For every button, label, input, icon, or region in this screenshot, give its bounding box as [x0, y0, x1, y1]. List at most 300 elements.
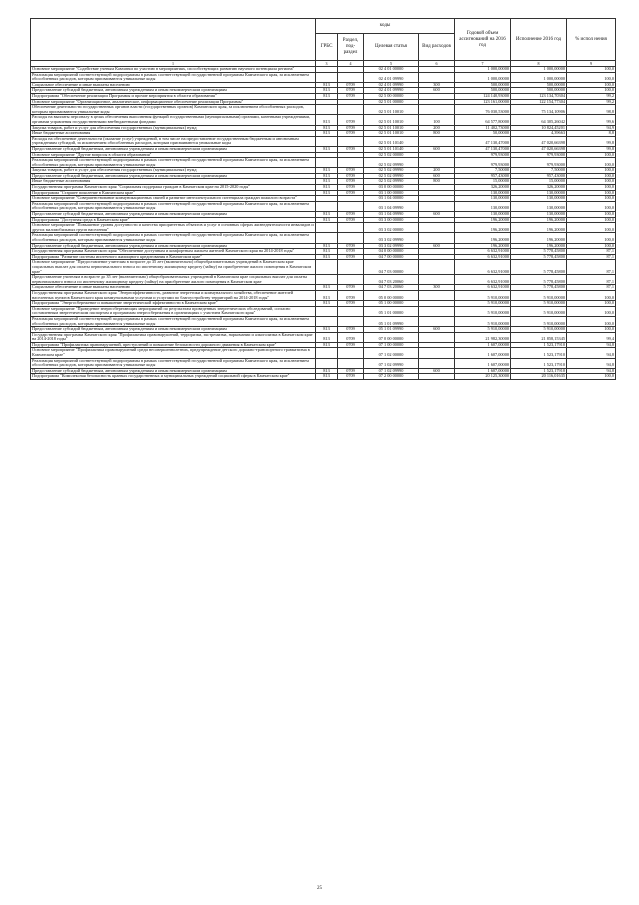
header-exptype: Вид расходов: [419, 34, 455, 61]
row-grbs-cell: 813: [316, 190, 338, 196]
row-section-cell: 0709: [338, 249, 364, 255]
row-grbs-cell: [316, 348, 338, 358]
row-section-cell: 0709: [338, 212, 364, 218]
row-annual-cell: 500,00000: [455, 82, 511, 88]
row-pct-cell: 100,0: [567, 173, 616, 179]
row-target-cell: 02 5 02 09990: [364, 173, 419, 179]
row-section-cell: 0709: [338, 374, 364, 380]
row-name-cell: Реализация мероприятий соответствующей подпрограммы в рамках соответствующей государственной программы Камчатского края, за исключением обособленных расходов, которым присваиваются уникальные коды: [31, 316, 316, 326]
row-target-cell: 02 5 01 10010: [364, 125, 419, 131]
row-grbs-cell: 813: [316, 168, 338, 174]
row-pct-cell: 100,0: [567, 290, 616, 300]
row-grbs-cell: 813: [316, 185, 338, 191]
row-grbs-cell: [316, 201, 338, 211]
row-exec-cell: 5 910,00000: [511, 290, 567, 300]
row-pct-cell: 87,1: [567, 260, 616, 275]
row-annual-cell: 6 632,91000: [455, 285, 511, 291]
row-pct-cell: 100,0: [567, 327, 616, 333]
row-grbs-cell: [316, 306, 338, 316]
row-pct-cell: 87,1: [567, 285, 616, 291]
row-target-cell: 07 1 02 00000: [364, 348, 419, 358]
row-pct-cell: 100,0: [567, 316, 616, 326]
row-grbs-cell: 813: [316, 285, 338, 291]
row-grbs-cell: [316, 358, 338, 368]
row-name-cell: Основное мероприятие "Повышение уровня доступности и качества приоритетных объектов и услуг в основных сферах жизнедеятельности инвалидов и других маломобильных групп населения": [32, 222, 314, 232]
row-exec-cell: 47 020,66398: [511, 136, 567, 146]
row-annual-cell: 196,20000: [455, 243, 511, 249]
row-pct-cell: 94,8: [567, 348, 616, 358]
row-grbs-cell: 813: [316, 82, 338, 88]
row-grbs-cell: [316, 223, 338, 233]
row-exptype-cell: [419, 72, 455, 82]
row-section-cell: 0709: [338, 285, 364, 291]
row-exec-cell: 7,50000: [511, 168, 567, 174]
row-section-cell: 0709: [338, 179, 364, 185]
row-exptype-cell: 600: [419, 327, 455, 333]
row-target-cell: 03 1 00 00000: [364, 190, 419, 196]
row-annual-cell: 5 910,00000: [455, 290, 511, 300]
row-section-cell: [338, 358, 364, 368]
row-exec-cell: 4,39663: [511, 131, 567, 137]
row-section-cell: 0709: [338, 254, 364, 260]
row-exec-cell: 47 020,66398: [511, 146, 567, 152]
row-annual-cell: 196,20000: [455, 217, 511, 223]
col-index: 9: [567, 61, 616, 67]
row-target-cell: 05 0 00 00000: [364, 290, 419, 300]
row-exptype-cell: 200: [419, 168, 455, 174]
row-grbs-cell: [316, 72, 338, 82]
row-section-cell: 0709: [338, 82, 364, 88]
row-pct-cell: 8,8: [567, 131, 616, 137]
row-grbs-cell: 813: [316, 243, 338, 249]
row-target-cell: 03 3 02 00000: [364, 223, 419, 233]
row-name-cell: Основное мероприятие "Совершенствование коммуникационных связей и развитие интеллектуального потенциала граждан пожилого возраста": [31, 196, 316, 202]
row-pct-cell: 100,0: [567, 301, 616, 307]
row-target-cell: 02 5 02 09990: [364, 179, 419, 185]
row-annual-cell: 1 000,00000: [455, 72, 511, 82]
row-exptype-cell: 600: [419, 146, 455, 152]
row-target-cell: 02 5 02 09990: [364, 168, 419, 174]
table-row: [31, 316, 616, 326]
row-pct-cell: 100,0: [567, 88, 616, 94]
row-exptype-cell: [419, 332, 455, 342]
table-row: [31, 201, 616, 211]
row-target-cell: 07 0 00 00000: [364, 332, 419, 342]
row-annual-cell: 130,00000: [455, 190, 511, 196]
row-annual-cell: 130,00000: [455, 201, 511, 211]
row-pct-cell: 100,0: [567, 201, 616, 211]
row-name-cell: Закупка товаров, работ и услуг для обеспечения государственных (муниципальных) нужд: [31, 125, 316, 131]
row-pct-cell: 99,4: [567, 332, 616, 342]
row-target-cell: 07 1 00 00000: [364, 342, 419, 348]
row-name-cell: Расходы на выплаты персоналу в целях обеспечения выполнения функций государственными (муниципальными) органами, казенными учреждениями, органами управления государственными внебюджетными фондами: [31, 115, 316, 125]
table-row: [31, 348, 616, 358]
row-pct-cell: 99,8: [567, 146, 616, 152]
table-row: [31, 290, 616, 300]
row-exec-cell: 5 910,00000: [511, 306, 567, 316]
row-section-cell: 0709: [338, 146, 364, 152]
row-annual-cell: 20 125,30000: [455, 374, 511, 380]
row-section-cell: 0709: [338, 217, 364, 223]
row-annual-cell: 50,00000: [455, 131, 511, 137]
row-annual-cell: 130,00000: [455, 212, 511, 218]
row-exptype-cell: 600: [419, 88, 455, 94]
row-name-cell: Предоставление субсидий бюджетным, автономным учреждениям и иным некоммерческим организациям: [31, 146, 316, 152]
row-pct-cell: 98,8: [567, 105, 616, 115]
row-exec-cell: 130,00000: [511, 212, 567, 218]
row-name-cell: Реализация мероприятий соответствующей подпрограммы в рамках соответствующей государственной программы Камчатского края, за исключением обособленных расходов, которым присваиваются уникальные коды: [31, 158, 316, 168]
row-name-cell: Иные бюджетные ассигнования: [31, 131, 316, 137]
row-exptype-cell: [419, 358, 455, 368]
row-exptype-cell: [419, 136, 455, 146]
header-target: Целевая статья: [364, 34, 419, 61]
row-name-cell: Реализация мероприятий соответствующей подпрограммы в рамках соответствующей государственной программы Камчатского края, за исключением обособленных расходов, которым присваиваются уникальные коды: [31, 233, 316, 243]
row-section-cell: 0709: [338, 342, 364, 348]
row-section-cell: 0709: [338, 368, 364, 374]
header-pct: % испол нения: [567, 19, 616, 61]
table-row: [31, 223, 616, 233]
row-target-cell: 02 5 01 00000: [364, 99, 419, 105]
row-exec-cell: 1 523,17910: [511, 368, 567, 374]
row-annual-cell: 47 130,47000: [455, 146, 511, 152]
row-grbs-cell: 813: [316, 249, 338, 255]
row-grbs-cell: 813: [316, 217, 338, 223]
row-pct-cell: 99,8: [567, 136, 616, 146]
row-annual-cell: 1 000,00000: [455, 67, 511, 73]
budget-table: [30, 18, 616, 380]
row-exec-cell: 5 778,45800: [511, 249, 567, 255]
row-annual-cell: 5 910,00000: [455, 316, 511, 326]
row-section-cell: 0709: [338, 125, 364, 131]
table-row: [31, 233, 616, 243]
table-row: [31, 332, 616, 342]
row-grbs-cell: 813: [316, 254, 338, 260]
row-pct-cell: 100,0: [567, 196, 616, 202]
row-section-cell: 0709: [338, 243, 364, 249]
col-index: 8: [511, 61, 567, 67]
row-exec-cell: 326,20000: [511, 185, 567, 191]
row-annual-cell: 6 632,91000: [455, 249, 511, 255]
row-grbs-cell: 813: [316, 131, 338, 137]
row-exptype-cell: [419, 260, 455, 275]
row-exec-cell: 196,20000: [511, 243, 567, 249]
row-exec-cell: 500,00000: [511, 82, 567, 88]
row-grbs-cell: 813: [316, 179, 338, 185]
row-grbs-cell: 813: [316, 332, 338, 342]
row-grbs-cell: 813: [316, 93, 338, 99]
row-grbs-cell: 813: [316, 146, 338, 152]
row-grbs-cell: [316, 158, 338, 168]
row-section-cell: 0709: [338, 190, 364, 196]
row-exptype-cell: 600: [419, 243, 455, 249]
row-grbs-cell: [316, 260, 338, 275]
row-annual-cell: 5 910,00000: [455, 327, 511, 333]
row-annual-cell: 5 910,00000: [455, 301, 511, 307]
row-exptype-cell: [419, 223, 455, 233]
row-target-cell: 03 1 04 09990: [364, 212, 419, 218]
row-exptype-cell: 200: [419, 125, 455, 131]
page-number: 25: [317, 886, 322, 891]
row-name-cell: Социальное обеспечение и иные выплаты населению: [31, 285, 316, 291]
row-name-cell: Основное мероприятие "Профилактика правонарушений среди несовершеннолетних, предупреждение детского дорожно-транспортного травматизма в Камчатском крае": [31, 348, 316, 358]
row-section-cell: 0709: [338, 301, 364, 307]
row-pct-cell: 99,6: [567, 115, 616, 125]
row-pct-cell: 100,0: [567, 67, 616, 73]
row-annual-cell: 15,00000: [455, 179, 511, 185]
row-section-cell: 0709: [338, 290, 364, 300]
row-grbs-cell: 813: [316, 327, 338, 333]
row-grbs-cell: [316, 275, 338, 285]
row-annual-cell: 957,43000: [455, 173, 511, 179]
table-row: [31, 358, 616, 368]
row-grbs-cell: 813: [316, 115, 338, 125]
row-section-cell: [338, 105, 364, 115]
row-pct-cell: 100,0: [567, 217, 616, 223]
row-exec-cell: 196,20000: [511, 223, 567, 233]
row-target-cell: 03 3 02 09990: [364, 233, 419, 243]
row-name-cell: Подпрограмма "Комплексная безопасность краевых государственных и муниципальных учреждений социальной сферы в Камчатском крае": [31, 374, 316, 380]
row-target-cell: 02 4 01 09990: [364, 82, 419, 88]
row-name-cell: Государственная программа Камчатского края "Профилактика правонарушений, терроризма, экстремизма, наркомании и алкоголизма в Камчатском крае на 2014-2018 годы": [31, 332, 316, 342]
row-exec-cell: 196,20000: [511, 233, 567, 243]
row-annual-cell: 979,93000: [455, 152, 511, 158]
row-grbs-cell: 813: [316, 88, 338, 94]
row-section-cell: 0709: [338, 88, 364, 94]
row-target-cell: 03 0 00 00000: [364, 185, 419, 191]
row-exec-cell: 130,00000: [511, 196, 567, 202]
row-target-cell: 04 7 00 00000: [364, 254, 419, 260]
header-exec: Исполнение 2016 год: [511, 19, 567, 61]
row-exptype-cell: [419, 275, 455, 285]
row-name-cell: Предоставление учителям в возрасте до 35 лет (включительно) общеобразовательных учреждений в Камчатском крае социальных выплат для оплаты первоначального взноса по ипотечному жилищному кредиту (займу) на приобретение жилого помещения в Камчатском крае: [31, 275, 316, 285]
col-index: 3: [316, 61, 338, 67]
row-exptype-cell: 800: [419, 179, 455, 185]
row-exec-cell: 5 910,00000: [511, 301, 567, 307]
row-exptype-cell: 100: [419, 115, 455, 125]
row-grbs-cell: 813: [316, 125, 338, 131]
row-grbs-cell: 813: [316, 301, 338, 307]
row-section-cell: [338, 136, 364, 146]
row-section-cell: 0709: [338, 332, 364, 342]
row-section-cell: [338, 275, 364, 285]
row-exec-cell: 957,43000: [511, 173, 567, 179]
row-exptype-cell: 600: [419, 212, 455, 218]
row-annual-cell: 196,20000: [455, 233, 511, 243]
row-exec-cell: 979,93000: [511, 152, 567, 158]
row-grbs-cell: [316, 105, 338, 115]
row-name-cell: Предоставление субсидий бюджетным, автономным учреждениям и иным некоммерческим организациям: [31, 88, 316, 94]
row-grbs-cell: 813: [316, 374, 338, 380]
row-exptype-cell: [419, 290, 455, 300]
row-pct-cell: 100,0: [567, 190, 616, 196]
row-pct-cell: 100,0: [567, 82, 616, 88]
row-target-cell: 02 5 01 10140: [364, 136, 419, 146]
row-target-cell: 05 1 01 09990: [364, 327, 419, 333]
row-annual-cell: 7,50000: [455, 168, 511, 174]
col-index: 1: [31, 61, 316, 67]
budget-table-sheet: [30, 18, 615, 380]
row-exec-cell: 20 116,01635: [511, 374, 567, 380]
row-section-cell: 0709: [338, 168, 364, 174]
row-target-cell: 02 4 01 09990: [364, 88, 419, 94]
row-name-cell: Закупка товаров, работ и услуг для обеспечения государственных (муниципальных) нужд: [31, 168, 316, 174]
row-pct-cell: 100,0: [567, 158, 616, 168]
row-pct-cell: 100,0: [567, 223, 616, 233]
row-target-cell: 07 2 00 00000: [364, 374, 419, 380]
row-pct-cell: 100,0: [567, 179, 616, 185]
row-grbs-cell: [316, 316, 338, 326]
row-exec-cell: 122 154,77304: [511, 99, 567, 105]
row-annual-cell: 64 577,80000: [455, 115, 511, 125]
row-exptype-cell: [419, 306, 455, 316]
row-name-cell: Обеспечение деятельности государственных органов власти (государственных органов) Камчатского края, за исключением обособленных расходов, которым присваиваются уникальные коды: [31, 105, 316, 115]
row-exec-cell: 130,00000: [511, 190, 567, 196]
row-exptype-cell: [419, 233, 455, 243]
row-name-cell: Реализация мероприятий соответствующей подпрограммы в рамках соответствующей государственной программы Камчатского края, за исключением обособленных расходов, которым присваиваются уникальные коды: [31, 358, 316, 368]
row-target-cell: 03 1 04 00000: [364, 196, 419, 202]
row-exec-cell: 64 305,26042: [511, 115, 567, 125]
row-annual-cell: 123 161,00000: [455, 99, 511, 105]
row-exec-cell: 10 824,45201: [511, 125, 567, 131]
row-pct-cell: 100,0: [567, 72, 616, 82]
row-target-cell: 02 4 01 09990: [364, 72, 419, 82]
row-exec-cell: 1 523,17910: [511, 342, 567, 348]
row-annual-cell: 1 607,00000: [455, 348, 511, 358]
row-annual-cell: 1 607,00000: [455, 358, 511, 368]
row-section-cell: [338, 260, 364, 275]
header-row-top: [31, 19, 616, 34]
row-target-cell: 02 5 01 10010: [364, 115, 419, 125]
row-pct-cell: 100,0: [567, 374, 616, 380]
row-name-cell: Основное мероприятие "Содействие ученым Камчатки по участию в мероприятиях, способствующих развитию научного потенциала региона": [31, 67, 316, 73]
row-target-cell: 07 1 02 09990: [364, 368, 419, 374]
row-section-cell: 0709: [338, 185, 364, 191]
row-target-cell: 04 0 00 00000: [364, 249, 419, 255]
row-exec-cell: 5 778,45800: [511, 285, 567, 291]
row-exec-cell: 15,00000: [511, 179, 567, 185]
row-exec-cell: 21 858,15345: [511, 332, 567, 342]
col-index: 5: [364, 61, 419, 67]
row-name-cell: Подпрограмма "Обеспечение реализации Программы и прочие мероприятия в области образования": [31, 93, 316, 99]
table-row: [31, 275, 616, 285]
row-exec-cell: 979,93000: [511, 158, 567, 168]
row-target-cell: 02 5 01 10010: [364, 131, 419, 137]
row-name-cell: Подпрограмма "Энергосбережение и повышение энергетической эффективности в Камчатском крае": [31, 301, 316, 307]
row-section-cell: [338, 72, 364, 82]
row-target-cell: 03 1 04 09990: [364, 201, 419, 211]
row-annual-cell: 6 632,91000: [455, 260, 511, 275]
row-target-cell: 05 1 00 00000: [364, 301, 419, 307]
row-exec-cell: 196,20000: [511, 217, 567, 223]
row-name-cell: Подпрограмма "Старшее поколение в Камчатском крае": [31, 190, 316, 196]
row-section-cell: [338, 233, 364, 243]
row-exptype-cell: [419, 158, 455, 168]
row-pct-cell: 99,2: [567, 93, 616, 99]
table-row: [31, 72, 616, 82]
row-target-cell: 02 5 00 00000: [364, 93, 419, 99]
row-exec-cell: 1 000,00000: [511, 67, 567, 73]
row-annual-cell: 196,20000: [455, 223, 511, 233]
row-target-cell: 05 1 01 09990: [364, 316, 419, 326]
table-row: [31, 105, 616, 115]
row-annual-cell: 76 030,53000: [455, 105, 511, 115]
row-target-cell: 04 7 03 20060: [364, 285, 419, 291]
row-pct-cell: 100,0: [567, 185, 616, 191]
row-annual-cell: 6 632,91000: [455, 275, 511, 285]
row-target-cell: 02 5 02 00000: [364, 152, 419, 158]
row-target-cell: 02 5 02 09990: [364, 158, 419, 168]
row-annual-cell: 11 402,73000: [455, 125, 511, 131]
row-section-cell: [338, 348, 364, 358]
row-name-cell: Социальное обеспечение и иные выплаты населению: [31, 82, 316, 88]
row-section-cell: 0709: [338, 93, 364, 99]
row-exptype-cell: [419, 201, 455, 211]
table-row: [31, 136, 616, 146]
row-pct-cell: 100,0: [567, 306, 616, 316]
row-grbs-cell: 813: [316, 173, 338, 179]
row-section-cell: [338, 158, 364, 168]
row-name-cell: Подпрограмма "Доступная среда в Камчатском крае": [31, 217, 316, 223]
row-exec-cell: 5 910,00000: [511, 316, 567, 326]
row-exptype-cell: 600: [419, 368, 455, 374]
row-exec-cell: 123 134,70304: [511, 93, 567, 99]
row-pct-cell: 99,2: [567, 99, 616, 105]
row-exptype-cell: [419, 374, 455, 380]
row-pct-cell: 100,0: [567, 243, 616, 249]
row-annual-cell: 979,93000: [455, 158, 511, 168]
row-pct-cell: 94,8: [567, 342, 616, 348]
row-section-cell: 0709: [338, 327, 364, 333]
row-target-cell: 02 5 01 10140: [364, 146, 419, 152]
col-index: 6: [419, 61, 455, 67]
row-name-cell: Предоставление субсидий бюджетным, автономным учреждениям и иным некоммерческим организациям: [31, 243, 316, 249]
row-target-cell: 02 5 01 10010: [364, 105, 419, 115]
row-exptype-cell: [419, 316, 455, 326]
row-exptype-cell: 800: [419, 131, 455, 137]
header-codes: коды: [316, 19, 455, 34]
table-row: [31, 260, 616, 275]
row-target-cell: 02 4 01 00000: [364, 67, 419, 73]
row-exec-cell: 5 910,00000: [511, 327, 567, 333]
header-annual: Годовой объем ассигнований на 2016 год: [455, 19, 511, 61]
row-annual-cell: 130,00000: [455, 196, 511, 202]
row-name-cell: Реализация мероприятий соответствующей подпрограммы в рамках соответствующей государственной программы Камчатского края, за исключением обособленных расходов, которым присваиваются уникальные коды: [31, 201, 316, 211]
row-name-cell: Расходы на обеспечение деятельности (оказание услуг) учреждений, в том числе на предоставление государственным бюджетным и автономным учреждениям субсидий, за исключением обособленных расходов, которым присваиваются уникальные коды: [31, 136, 316, 146]
row-target-cell: 07 1 02 09990: [364, 358, 419, 368]
row-exec-cell: 1 523,17910: [511, 348, 567, 358]
row-exptype-cell: [419, 105, 455, 115]
row-pct-cell: 87,1: [567, 275, 616, 285]
row-name-cell: Основное мероприятие "Предоставление учителям в возрасте до 35 лет (включительно) общеобразовательных учреждений в Камчатском крае социальных выплат для оплаты первоначального взноса по ипотечному жилищному кредиту (займу) на приобретение жилого помещения в Камчатском крае": [31, 260, 316, 275]
col-index: 4: [338, 61, 364, 67]
row-grbs-cell: 813: [316, 342, 338, 348]
row-target-cell: 04 7 03 20060: [364, 275, 419, 285]
row-exptype-cell: 300: [419, 82, 455, 88]
col-index: 7: [455, 61, 511, 67]
row-exec-cell: 5 778,45800: [511, 275, 567, 285]
row-pct-cell: 94,8: [567, 358, 616, 368]
row-grbs-cell: 813: [316, 212, 338, 218]
table-row: [31, 374, 616, 380]
row-exec-cell: 500,00000: [511, 88, 567, 94]
row-name-cell: Государственная программа Камчатского края "Обеспечение доступным и комфортным жильем жителей Камчатского края на 2014-2018 годы": [31, 249, 316, 255]
row-exec-cell: 1 000,00000: [511, 72, 567, 82]
row-annual-cell: 1 607,00000: [455, 342, 511, 348]
row-name-cell: Подпрограмма "Профилактика правонарушений, преступлений и повышение безопасности дорожного движения в Камчатском крае": [31, 342, 316, 348]
row-pct-cell: 94,9: [567, 125, 616, 131]
row-name-cell: Подпрограмма "Развитие системы ипотечного жилищного кредитования в Камчатском крае": [31, 254, 316, 260]
row-exec-cell: 130,00000: [511, 201, 567, 211]
